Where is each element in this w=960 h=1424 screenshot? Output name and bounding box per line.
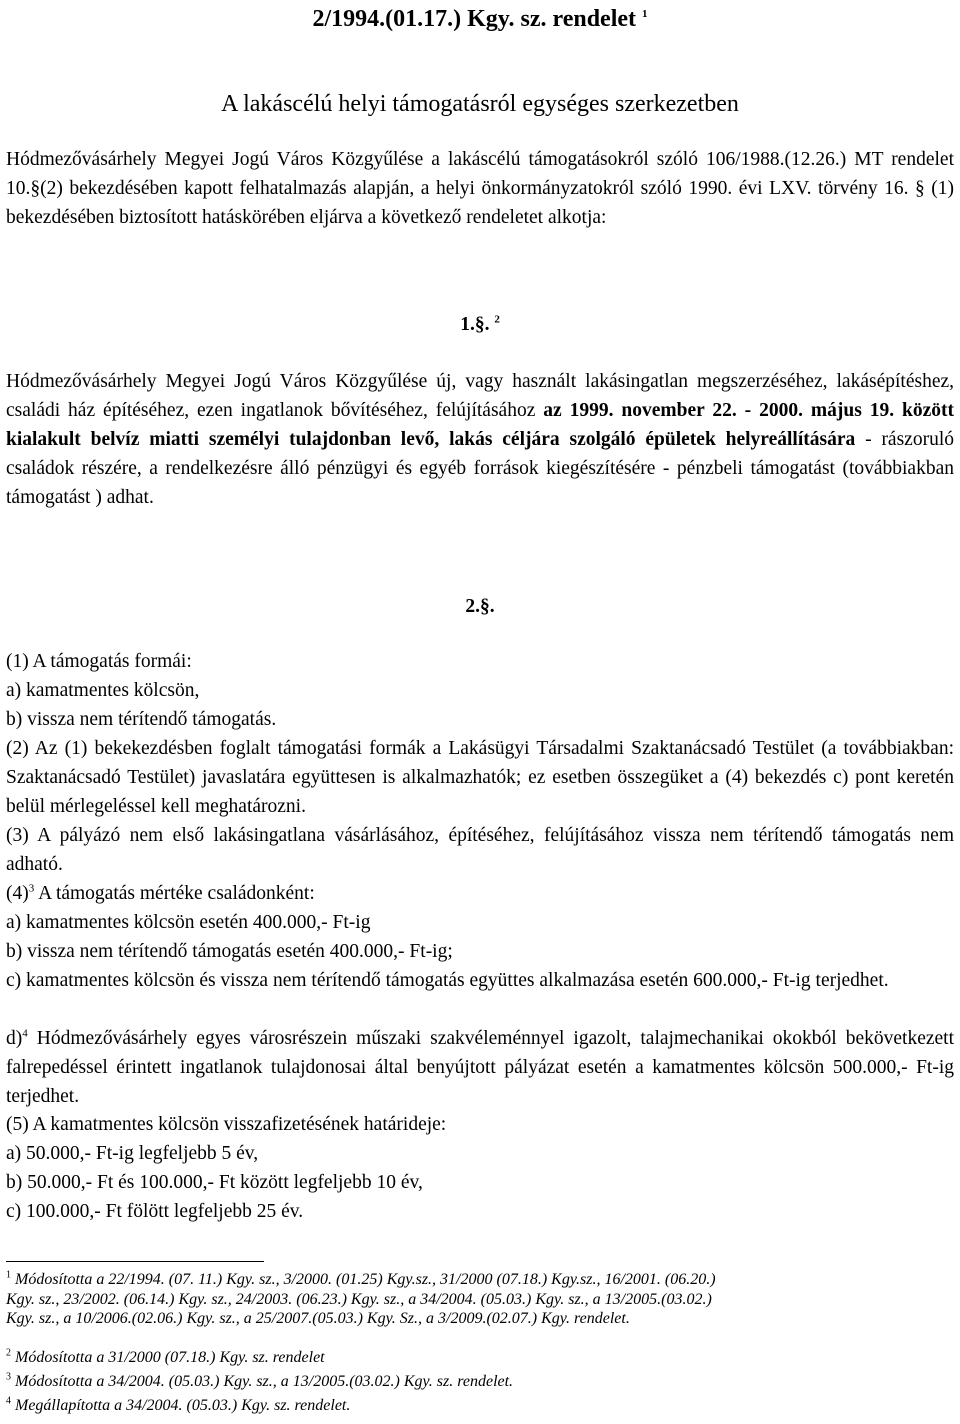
footnote-ref-3: 3 [28,882,35,895]
document-subtitle: A lakáscélú helyi támogatásról egységes szerkezetben [221,91,739,117]
section-2-para-2: (2) Az (1) bekekezdésben foglalt támogatási formák a Lakásügyi Társadalmi Szaktanácsadó Testület (a továbbiakban: Szaktanácsadó Testület) javaslatára együttesen is alkalmazhatók; ez esetben összegüket a (4) bekezdés c) pont keretén belül mérlegeléssel kell meghatározni. [6,738,954,817]
footnote-separator [6,1261,264,1262]
section-2-para-5: (5) A kamatmentes kölcsön visszafizetésének határideje: a) 50.000,- Ft-ig legfeljebb 5 év, b) 50.000,- Ft és 100.000,- Ft között legfeljebb 10 év, c) 100.000,- Ft fölött legfeljebb 25 év. [6,1114,447,1222]
section-2-heading: 2.§. [465,596,495,617]
section-1-heading: 1.§. $^2$ [460,313,500,335]
footnote-ref-1: 1 [642,8,648,20]
section-1-paragraph: Hódmezővásárhely Megyei Jogú Város Közgyűlése új, vagy használt lakásingatlan megszerzéséhez, lakásépítéshez, családi ház építéséhez, ezen ingatlanok bővítéséhez, felújításához az 1999. november 22. - 2000. május 19. között kialakult belvíz miatti személyi tulajdonban levő, lakás céljára szolgáló épületek helyreállítására - rászoruló családok részére, a rendelkezésre álló pénzügyi és egyéb források kiegészítésére - pénzbeli támogatást (továbbiakban támogatást ) adhat. [6,371,954,508]
section-2-para-4-intro: $(4)^3$ A támogatás mértéke családonként: [6,882,315,904]
footnote-4: $^4$ Megállapította a 34/2004. (05.03.) Kgy. sz. rendelet. [6,1395,351,1414]
section-2-para-4-b: b) vissza nem térítendő támogatás esetén 400.000,- Ft-ig; [6,941,453,962]
footnote-2: $^2$ Módosította a 31/2000 (07.18.) Kgy. sz. rendelet [6,1347,325,1366]
section-2-para-4-d: d)$^4$ Hódmezővásárhely egyes városrészein műszaki szakvéleménnyel igazolt, talajmechanikai okokból bekövetkezett falrepedéssel érintett ingatlanok tulajdonosai által benyújtott pályázat esetén a kamatmentes kölcsön 500.000,- Ft-ig terjedhet. [6,1027,955,1107]
footnote-1: $^1$ Módosította a 22/1994. (07. 11.) Kgy. sz., 3/2000. (01.25) Kgy.sz., 31/2000 (07.18.) Kgy.sz., 16/2001. (06.20.) Kgy. sz., 23/2002. (06.14.) Kgy. sz., 24/2003. (06.23.) Kgy. sz., a 34/2004. (05.03.) Kgy. sz., a 13/2005.(03.02.) Kgy. sz., a 10/2006.(02.06.) Kgy. sz., a 25/2007.(05.03.) Kgy. Sz., a 3/2009.(02.07.) Kgy. rendelet. [6,1269,716,1327]
footnote-ref-2: 2 [494,313,500,326]
footnote-3: $^3$ Módosította a 34/2004. (05.03.) Kgy. sz., a 13/2005.(03.02.) Kgy. sz. rendelet. [6,1371,514,1390]
preamble-paragraph: Hódmezővásárhely Megyei Jogú Város Közgyűlése a lakáscélú támogatásokról szóló 106/1988.(12.26.) MT rendelet 10.§(2) bekezdésében kapott felhatalmazás alapján, a helyi önkormányzatokról szóló 1990. évi LXV. törvény 16. § (1) bekezdésében biztosított hatáskörében eljárva a következő rendeletet alkotja: [6,149,954,228]
document-title: 2/1994.(01.17.) Kgy. sz. rendelet $^1$ [312,6,648,32]
section-1-bold-text: az 1999. november 22. - 2000. május 19. között kialakult belvíz miatti személyi tulajdonban levő, lakás céljára szolgáló épületek helyreállítására [6,400,954,450]
section-2-para-4-a: a) kamatmentes kölcsön esetén 400.000,- Ft-ig [6,912,371,933]
section-2-para-1: (1) A támogatás formái: a) kamatmentes kölcsön, b) vissza nem térítendő támogatás. [6,651,277,730]
section-2-para-4-c: c) kamatmentes kölcsön és vissza nem térítendő támogatás együttes alkalmazása esetén 600.000,- Ft-ig terjedhet. [6,970,889,991]
section-2-para-3: (3) A pályázó nem első lakásingatlana vásárlásához, építéséhez, felújításához vissza nem térítendő támogatás nem adható. [6,825,954,875]
footnote-ref-4: 4 [22,1027,28,1040]
